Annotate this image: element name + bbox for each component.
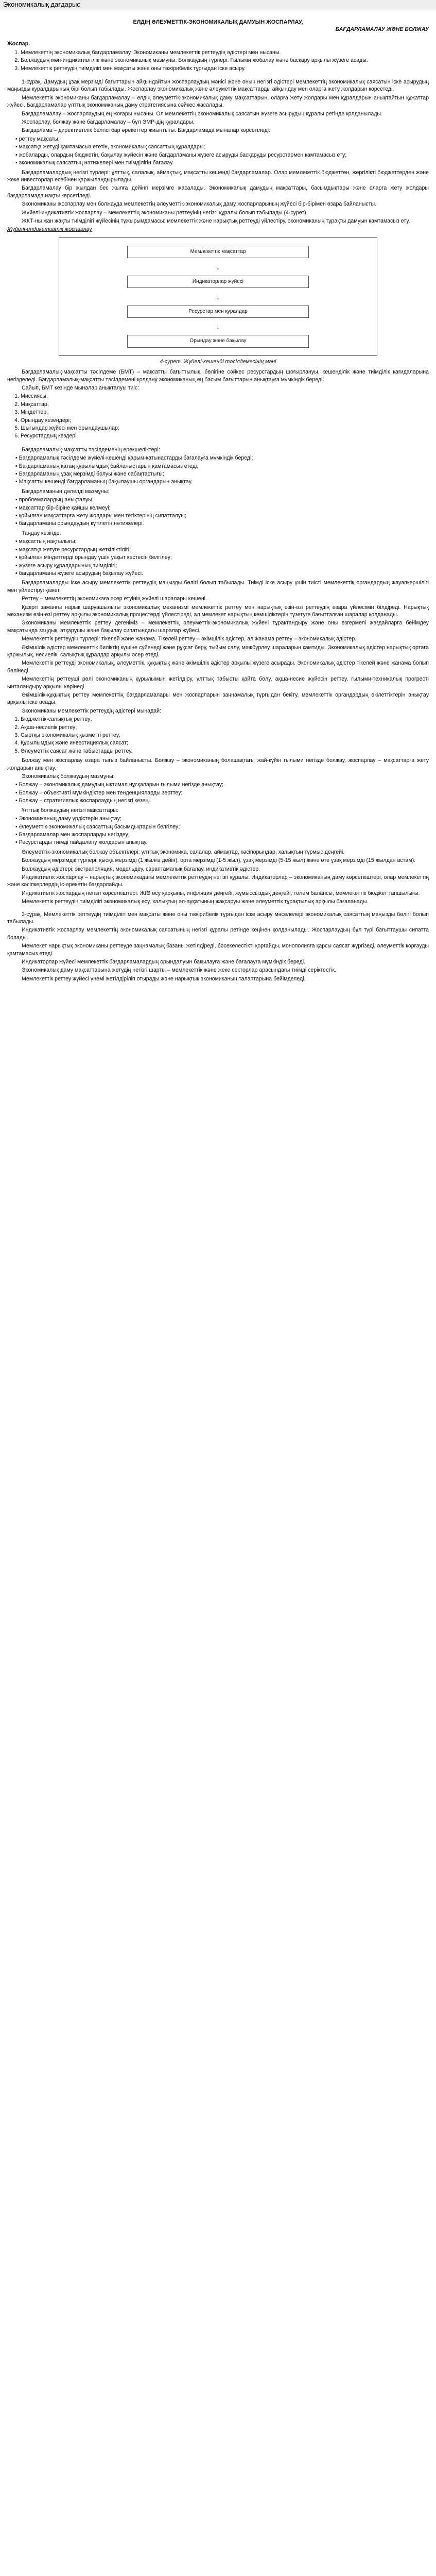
paragraph: Әкімшілік әдістер мемлекеттік биліктің күшіне сүйенеді және рұқсат беру, тыйым салу, мәжбүрлеу шараларын қамтиды. Экономикалық әдістер нарықтық ортаға қаржылық, несиелік, салықтық құралдар арқылы әсер етеді. (7, 644, 429, 658)
plan-item: 2. Болжаудың мән-индикативтілік және экономикалық мазмұны. Болжаудың түрлері. Ғылыми жобалау және басқару арқылы жүзеге асады. (21, 57, 429, 64)
list-item: • Экономиканың даму үрдістерін анықтау; (21, 815, 429, 822)
paragraph: Бағдарламаларды іске асыру мемлекеттік реттеудің маңызды бөлігі болып табылады. Тиімді іске асыру үшін тиісті мемлекеттік органдардың жауапкершілігі мен үйлестіруі қажет. (7, 580, 429, 594)
plan-item: 3. Мемлекеттік реттеудің тиімділігі мен мақсаты және оны тәжірибелік тұрғыдан іске асыру. (21, 65, 429, 72)
paragraph: Экономиканы мемлекеттік реттеу дегеніміз – мемлекеттің әлеуметтік-экономикалық жүйені тұрақтандыру және оны өзгермелі жағдайларға бейімдеу мақсатында заңдық, атқарушы және бақылау сипатындағы шаралар жүйесі. (7, 620, 429, 634)
list-item: • мақсаттар бір-біріне қайшы келмеуі; (21, 504, 429, 512)
paragraph: Жоспарлау, болжау және бағдарламалау – бұл ЭМР-дің құралдары. (22, 119, 195, 126)
paragraph: Индикативтік жоспарлау мемлекеттің экономикалық саясатының негізгі құралы ретінде кеңінен қолданылады. Жоспарлаудың бұл түрі бағыттаушы сипатта болады. (7, 927, 429, 941)
paragraph: Әлеуметтік-экономикалық болжау объектілері: ұлттық экономика, салалар, аймақтар, кәсіпорындар, халықтың тұрмыс деңгейі. (22, 849, 345, 855)
list-item: • бағдарламаны орындаудың күтілетін нәтижелері. (21, 520, 429, 527)
list-item: • Бағдарламаның ұзақ мерзімді болуы және сабақтастығы; (21, 470, 429, 478)
list-item: • Болжау – стратегиялық жоспарлаудың негізгі кезеңі. (21, 797, 429, 804)
bullet-list (7, 815, 429, 846)
list-item: • Болжау – экономикалық дамудың ықтимал нұсқаларын ғылыми негізде анықтау; (21, 781, 429, 788)
list-item: • қойылған міндеттерді орындау үшін уақыт кестесін белгілеу; (21, 554, 429, 561)
list-item: • экономикалық саясаттың нәтижелері мен тиімділігін бағалау. (21, 159, 429, 166)
arrow-down-icon: ↓ (216, 292, 220, 301)
paragraph: Индикаторлар жүйесі мемлекеттік бағдарламалардың орындалуын бақылауға және бағалауға мүмкіндік береді. (22, 959, 306, 965)
figure-heading: Жүйелі-индикативтік жоспарлау (7, 226, 92, 233)
list-item: • жобаларды, олардың бюджетін, бақылау жүйесін және бағдарламаны жүзеге асыруды басқаруды ресурстармен қамтамасыз ету; (21, 151, 429, 159)
paragraph: Бағдарламалау – жоспарлаудың ең жоғары нысаны. Ол мемлекеттің экономикалық саясатын жүзеге асырудың құралы ретінде қолданылады. (22, 110, 382, 117)
paragraph: Экономикалық болжаудың мазмұны: (22, 773, 115, 780)
list-item: • проблемалардың анықталуы; (21, 496, 429, 503)
list-item: • мақсатқа жетуге ресурстардың жеткіліктілігі; (21, 546, 429, 553)
paragraph: Мемлекеттік реттеудің түрлері: тікелей және жанама. Тікелей реттеу – әкімшілік әдістер, ал жанама реттеу – экономикалық әдістер. (22, 636, 357, 642)
bullet-list (7, 781, 429, 804)
paragraph: Болжаудың әдістері: экстраполяция, модельдеу, сараптамалық бағалау, индикативтік әдістер. (22, 866, 260, 872)
paragraph: Бағдарлама – директивтілік белгісі бар әрекеттер жиынтығы. Бағдарламада мыналар көрсетіледі: (22, 127, 270, 134)
paragraph: Экономиканы жоспарлау мен болжауда мемлекеттің әлеуметтік-экономикалық даму жоспарларының жүйесі бір-бірімен өзара байланысты. (22, 201, 377, 208)
list-item: • Бағдарламалық тәсілдеме жүйелі-кешенді қарым-қатынастарды бағалауға мүмкіндік береді; (21, 454, 429, 462)
paragraph: Мемлекеттік реттеуді экономикалық, әлеуметтік, құқықтық және әкімшілік әдістер арқылы жүзеге асырады. Экономикалық әдістер тікелей және жанама болып бөлінеді. (7, 660, 429, 674)
list-item: • Бағдарламалар мен жоспарларды негіздеу; (21, 831, 429, 838)
list-item: • бағдарламаны жүзеге асырудың бақылау жүйесі. (21, 570, 429, 577)
paragraph: Мемлекеттің реттеуші рөлі экономиканың құрылымын жетілдіру, ұлттық табысты қайта бөлу, ақша-несие жүйесін реттеу, ғылыми-техникалық прогресті ынталандыру арқылы көрінеді. (7, 676, 429, 690)
paragraph: Бағдарламаның дәлелді мазмұны: (22, 488, 110, 495)
doc-title: ЕЛДІҢ ӘЛЕУМЕТТІК-ЭКОНОМИКАЛЫҚ ДАМУЫН ЖОСПАРЛАУ, (133, 19, 303, 25)
bullet-list (7, 496, 429, 528)
paragraph: Мемлекеттік реттеудің тиімділігі экономикалық өсу, халықтың әл-ауқатының жақсаруы және әлеуметтік тұрақтылық арқылы бағаланады. (22, 899, 369, 905)
paragraph: Әкімшілік-құқықтық реттеу мемлекеттің бағдарламалары мен жоспарларын заңнамалық тұрғыдан бекіту, мемлекеттік органдардың өкілеттіктерін анықтау арқылы іске асады. (7, 692, 429, 706)
list-item: • Мақсатты кешенді бағдарламаның бақылаушы органдарын анықтау. (21, 478, 429, 485)
list-item: • Ресурстарды тиімді пайдалану жолдарын анықтау. (21, 839, 429, 846)
list-item: 2. Ақша-несиелік реттеу; (21, 724, 429, 731)
figure-box: Ресурстар мен құралдар (127, 306, 309, 318)
numbered-list (7, 716, 429, 755)
list-item: • жүзеге асыру құралдарының тиімділігі; (21, 562, 429, 569)
document-body (0, 10, 436, 994)
paragraph: Бағдарламалау бір жылдан бес жылға дейінгі мерзімге жасалады. Экономикалық дамудың мақсаттары, басымдықтары және оларға жету жолдары бағдарламада нақты көрсетіледі. (7, 185, 429, 199)
paragraph: Мемлекет нарықтық экономиканы реттеуде заңнамалық базаны жетілдіреді, бәсекелестікті қорғайды, монополияға қарсы саясат жүргізеді, әлеуметтік қорғауды қамтамасыз етеді. (7, 943, 429, 957)
paragraph: Болжау мен жоспарлау өзара тығыз байланысты. Болжау – экономиканың болашақтағы жай-күйін ғылыми негізде болжау, жоспарлау – мақсаттарға жету жолдарын анықтау. (7, 757, 429, 771)
list-item: • қойылған мақсаттарға жету жолдары мен тетіктерінің сипатталуы; (21, 512, 429, 519)
list-item: • Бағдарламаның қатаң құрылымдық байланыстарын қамтамасыз етеді; (21, 463, 429, 470)
list-item: 1. Миссиясы; (21, 393, 429, 400)
paragraph: ЖКТ-ны жан жақты тиімділігі жүйесінің тұжырымдамасы: мемлекеттік және нарықтық реттеуді үйлестіру, экономиканың тұрақты дамуын қамтамасыз ету. (22, 217, 410, 224)
paragraph: Жүйелі-индикативтік жоспарлау – мемлекеттің экономиканы реттеуінің негізгі құралы болып табылады (4-сурет). (22, 209, 308, 216)
paragraph: Индикативтік жоспардың негізгі көрсеткіштері: ЖІӨ өсу қарқыны, инфляция деңгейі, жұмыссыздық деңгейі, төлем балансы, мемлекеттік бюджет тапшылығы. (22, 890, 420, 896)
paragraph: Индикативтік жоспарлау – нарықтық экономикадағы мемлекеттік реттеудің негізгі құралы. Индикаторлар – экономиканың даму көрсеткіштері, олар мемлекеттің және кәсіпкерлердің іс-әрекетін бағдарлайды. (7, 874, 429, 888)
plan-heading: Жоспар. (7, 41, 30, 47)
arrow-down-icon: ↓ (216, 322, 220, 331)
list-item: 6. Ресурстардың көздері. (21, 432, 429, 439)
doc-title-line2: БАҒДАРЛАМАЛАУ ЖӘНЕ БОЛЖАУ (335, 26, 429, 32)
list-item: • Болжау – объективті мүмкіндіктер мен тенденцияларды зерттеу; (21, 789, 429, 796)
paragraph: Мемлекеттік реттеу жүйесі үнемі жетілдіріліп отырады және нарықтық экономиканың талаптарына бейімделеді. (22, 975, 306, 982)
list-item: • Әлеуметтік-экономикалық саясаттың басымдықтарын белгілеу; (21, 823, 429, 831)
list-item: 5. Әлеуметтік саясат және табыстарды реттеу. (21, 748, 429, 755)
paragraph: 1-сұрақ. Дамудың ұзақ мерзімді бағыттарын айқындайтын жоспарлаудың мәнісі және оның негізгі әдістері мемлекеттің экономикалық саясатын іске асырудың маңызды құралдарының бірі болып табылады. Жоспарлау экономикалық және әлеуметтік мақсаттарды айқындау мен оларға жету жолдарын көрсетеді. (7, 79, 429, 93)
figure-box: Орындау және бақылау (127, 335, 309, 347)
paragraph: 3-сұрақ. Мемлекеттік реттеудің тиімділігі мен мақсаты және оны тәжірибелік тұрғыдан іске асыру мәселелері экономикалық саясаттың маңызды бөлігі болып табылады. (7, 911, 429, 925)
figure-box: Мемлекеттік мақсаттар (127, 246, 309, 258)
paragraph: Экономиканы мемлекеттік реттеудің әдістері мынадай: (22, 707, 162, 714)
paragraph: Экономикалық даму мақсаттарына жетудің негізгі шарты – мемлекеттік және жеке секторлар арасындағы тиімді серіктестік. (22, 967, 337, 974)
list-item: • мақсатқа жетуді қамтамасыз ететін, экономикалық саясаттың құралдары; (21, 143, 429, 150)
list-item: 4. Құрылымдық және инвестициялық саясат; (21, 739, 429, 747)
window-title: Экономикалық дағдарыс (3, 1, 80, 8)
paragraph: Қазіргі заманғы нарық шаруашылығы экономикалық механизмі мемлекеттік реттеу мен нарықтық өзін-өзі реттеудің өзара үйлесімін білдіреді. Нарықтық механизм өзін-өзі реттеу арқылы экономикалық процестерді үйлестіреді, ал мемлекет нарықтың кемшіліктерін түзетуге бағытталған шаралар қолданады. (7, 604, 429, 618)
numbered-list (7, 393, 429, 439)
bullet-list (7, 538, 429, 577)
figure-box: Индикаторлар жүйесі (127, 276, 309, 288)
paragraph: Реттеу – мемлекеттің экономикаға әсер етуінің жүйелі шаралары кешені. (22, 596, 207, 602)
list-item: 1. Бюджеттік-салықтық реттеу; (21, 716, 429, 723)
figure-4 (59, 238, 377, 356)
paragraph: Бағдарламалық-мақсатты тәсілдеме (БМТ) – мақсатты бағыттылық, бөлігіне сәйкес ресурстардың шоғырлануы, кешенділік және тиімділік қағидаларына негізделеді. Бағдарламалық-мақсатты тәсілдемені қолдану экономиканың ең басым бағыттарын анықтауға мүмкіндік береді. (7, 369, 429, 383)
plan-item: 1. Мемлекеттің экономикалық бағдарламалау. Экономиканы мемлекеттік реттеудің әдістері мен нысаны. (21, 49, 429, 56)
paragraph: Ұлттық болжаудың негізгі мақсаттары: (22, 807, 118, 814)
plan-list (7, 49, 429, 72)
paragraph: Бағдарламалардың негізгі түрлері: ұлттық, салалық, аймақтық, мақсатты кешенді бағдарламалар. Олар мемлекеттік бюджеттен, жергілікті бюджеттерден және жеке инвесторлар есебінен қаржыландырылады. (7, 169, 429, 183)
bullet-list (7, 135, 429, 167)
paragraph: Болжаудың мерзімдік түрлері: қысқа мерзімді (1 жылға дейін), орта мерзімді (1-5 жыл), ұзақ мерзімді (5-15 жыл) және өте ұзақ мерзімді (15 жылдан астам). (22, 857, 416, 864)
figure-caption: 4-сурет. Жүйелі-кешенді тәсілдемесінің мәні (160, 358, 276, 365)
arrow-down-icon: ↓ (216, 262, 220, 271)
paragraph: Бағдарламалық-мақсатты тәсілдеменің ерекшеліктері: (22, 446, 160, 453)
list-item: 3. Міндеттер; (21, 409, 429, 416)
list-item: 5. Шығындар жүйесі мен орындаушылар; (21, 425, 429, 432)
paragraph: Таңдау кезінде: (22, 530, 61, 536)
paragraph: Сайып, БМТ кезінде мыналар анықталуы тиіс: (22, 384, 139, 391)
bullet-list (7, 454, 429, 486)
list-item: • реттеу мақсаты; (21, 135, 429, 143)
list-item: 4. Орындау кезеңдері; (21, 417, 429, 424)
list-item: 3. Сыртқы экономикалық қызметті реттеу; (21, 732, 429, 739)
window-titlebar (0, 0, 436, 10)
list-item: 2. Мақсаттар; (21, 401, 429, 408)
list-item: • мақсаттың нақтылығы; (21, 538, 429, 545)
paragraph: Мемлекеттік экономиканы бағдарламалау – елдің әлеуметтік-экономикалық даму мақсаттарын, оларға жету жолдары мен құралдарын анықтайтын құжаттар жүйесі. Бағдарламалар ұлттық экономиканың даму стратегиясына сәйкес жасалады. (7, 94, 429, 109)
